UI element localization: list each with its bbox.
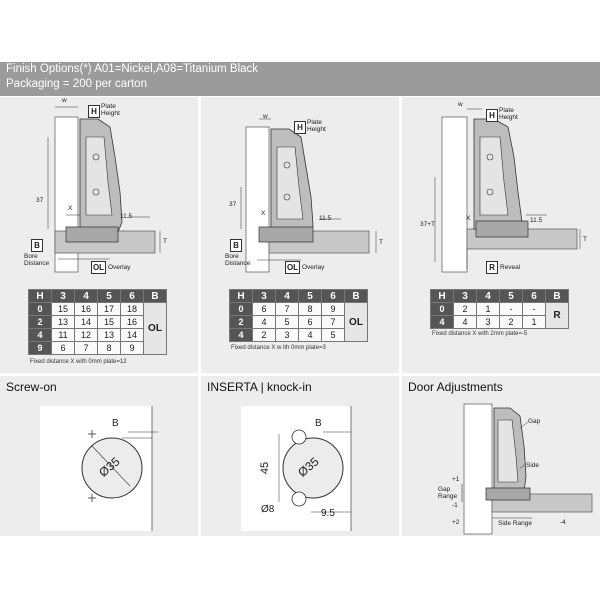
x-dim-label: X: [466, 215, 471, 222]
ol-box: OL: [92, 263, 105, 272]
plus1-label: +1: [452, 476, 460, 483]
table-cell: 6: [253, 303, 276, 316]
table-header: 3: [52, 290, 75, 303]
b-box: B: [230, 239, 242, 252]
inserta-panel: [201, 376, 399, 536]
row-header: 9: [29, 342, 52, 355]
overlay-label: Overlay: [302, 264, 325, 271]
dim-37-label: 37: [36, 197, 44, 204]
table-header: 4: [75, 290, 98, 303]
dim-37-label: 37: [229, 201, 237, 208]
hinge-panel-inset: [402, 97, 600, 373]
table-header: B: [546, 290, 569, 303]
table-cell: 13: [52, 316, 75, 329]
table-cell: 5: [276, 316, 299, 329]
plate-height-label: Plate Height: [499, 107, 518, 121]
spec-table-inset: [430, 289, 569, 329]
bore-distance-label: Bore Distance: [225, 253, 251, 267]
hinge-panel-half-overlay: [201, 97, 399, 373]
table-cell: 7: [276, 303, 299, 316]
door-adjustments-title: Door Adjustments: [408, 380, 503, 394]
row-header: 4: [29, 329, 52, 342]
h-box: H: [486, 109, 498, 122]
packaging-text: Packaging = 200 per carton: [6, 78, 147, 90]
table-cell: 16: [75, 303, 98, 316]
table-header: 6: [523, 290, 546, 303]
table-cell: 5: [322, 329, 345, 342]
table-header: 6: [322, 290, 345, 303]
t-dim-label: T: [583, 236, 587, 243]
w-dim-label: w: [263, 113, 268, 120]
t-dim-label: T: [163, 238, 167, 245]
table-cell: 6: [299, 316, 322, 329]
table-side-label: R: [546, 303, 569, 329]
table-cell: -: [523, 303, 546, 316]
table-header: B: [144, 290, 167, 303]
gap-range-label: Gap Range: [438, 486, 458, 500]
row-header: 0: [29, 303, 52, 316]
diameter-label: Ø35: [96, 454, 123, 480]
table-cell: 4: [299, 329, 322, 342]
table-header: H: [230, 290, 253, 303]
table-header: B: [345, 290, 368, 303]
spec-table-full-overlay: [28, 289, 167, 355]
table-cell: 9: [121, 342, 144, 355]
table-cell: 2: [253, 329, 276, 342]
hinge-diagram-full-overlay: [0, 97, 198, 277]
table-cell: 15: [98, 316, 121, 329]
table-cell: 15: [52, 303, 75, 316]
table-cell: 17: [98, 303, 121, 316]
table-cell: 4: [253, 316, 276, 329]
h-box: H: [88, 105, 100, 118]
table-row: [230, 303, 368, 316]
inserta-diagram: [201, 376, 399, 536]
plus2-label: +2: [452, 519, 460, 526]
table-cell: 4: [454, 316, 477, 329]
dim-11-5-label: 11.5: [120, 213, 133, 220]
table-cell: 1: [523, 316, 546, 329]
minus4-label: -4: [560, 519, 566, 526]
table-header: 3: [454, 290, 477, 303]
overlay-label: Overlay: [108, 264, 131, 271]
hinge-diagram-inset: [402, 97, 600, 277]
x-dim-label: X: [68, 205, 73, 212]
table-cell: 3: [276, 329, 299, 342]
finish-header: [0, 62, 600, 96]
table-header: 5: [98, 290, 121, 303]
table-cell: 18: [121, 303, 144, 316]
table-header: H: [29, 290, 52, 303]
table-side-label: OL: [144, 303, 167, 355]
table-cell: 6: [52, 342, 75, 355]
table-cell: 1: [477, 303, 500, 316]
b-box: B: [31, 239, 43, 252]
table-cell: 8: [98, 342, 121, 355]
minus1-label: -1: [452, 502, 458, 509]
row-header: 2: [230, 316, 253, 329]
w-dim-label: w: [458, 101, 463, 108]
r-box: R: [486, 261, 498, 274]
table-header: H: [431, 290, 454, 303]
screw-on-diagram: [0, 376, 198, 536]
bore-distance-label: Bore Distance: [24, 253, 50, 267]
x-dim-label: X: [261, 210, 266, 217]
screw-on-title: Screw-on: [6, 380, 57, 394]
table-cell: 8: [299, 303, 322, 316]
table-row: [431, 303, 569, 316]
table-cell: 3: [477, 316, 500, 329]
dim-11-5-label: 11.5: [530, 217, 543, 224]
table-header: 4: [477, 290, 500, 303]
row-header: 4: [230, 329, 253, 342]
fixed-distance-note: Fixed distance X with 0mm plate=12: [30, 359, 127, 365]
door-adjustments-diagram: [402, 376, 600, 536]
table-cell: 11: [52, 329, 75, 342]
table-cell: 9: [322, 303, 345, 316]
b-dim-label: B: [112, 418, 119, 429]
screw-on-panel: [0, 376, 198, 536]
dim-11-5-label: 11.5: [319, 215, 332, 222]
row-header: 2: [29, 316, 52, 329]
dim-8-label: Ø8: [261, 504, 275, 515]
dim-37t-label: 37+T: [420, 221, 435, 228]
plate-height-label: Plate Height: [101, 103, 120, 117]
inserta-title: INSERTA | knock-in: [207, 380, 312, 394]
diameter-label: Ø35: [295, 454, 322, 480]
table-cell: -: [500, 303, 523, 316]
side-label: Side: [526, 462, 540, 469]
h-box: H: [294, 121, 306, 134]
reveal-label: Reveal: [500, 264, 521, 271]
t-dim-label: T: [379, 239, 383, 246]
spec-table-half-overlay: [229, 289, 368, 342]
table-header: 6: [121, 290, 144, 303]
table-side-label: OL: [345, 303, 368, 342]
table-cell: 2: [500, 316, 523, 329]
table-header: 3: [253, 290, 276, 303]
table-header: 5: [500, 290, 523, 303]
hinge-panel-full-overlay: [0, 97, 198, 373]
side-range-label: Side Range: [498, 520, 532, 527]
table-cell: 16: [121, 316, 144, 329]
door-adjustments-panel: [402, 376, 600, 536]
table-header: 5: [299, 290, 322, 303]
table-cell: 13: [98, 329, 121, 342]
w-dim-label: w: [62, 97, 67, 104]
plate-height-label: Plate Height: [307, 119, 326, 133]
row-header: 0: [230, 303, 253, 316]
row-header: 4: [431, 316, 454, 329]
b-dim-label: B: [315, 418, 322, 429]
dim-9-5-label: 9.5: [321, 508, 335, 519]
table-cell: 2: [454, 303, 477, 316]
fixed-distance-note: Fixed distance X w ith 0mm plate=3: [231, 345, 326, 351]
row-header: 0: [431, 303, 454, 316]
table-row: [29, 303, 167, 316]
table-cell: 12: [75, 329, 98, 342]
table-cell: 14: [121, 329, 144, 342]
ol-box: OL: [286, 263, 299, 272]
table-cell: 7: [322, 316, 345, 329]
fixed-distance-note: Fixed distance X with 2mm plate=-5: [432, 331, 528, 337]
dim-45-label: 45: [259, 461, 272, 475]
table-cell: 14: [75, 316, 98, 329]
finish-options-text: Finish Options(*) A01=Nickel,A08=Titanium Black: [6, 63, 259, 75]
gap-label: Gap: [528, 418, 541, 425]
table-header: 4: [276, 290, 299, 303]
table-cell: 7: [75, 342, 98, 355]
